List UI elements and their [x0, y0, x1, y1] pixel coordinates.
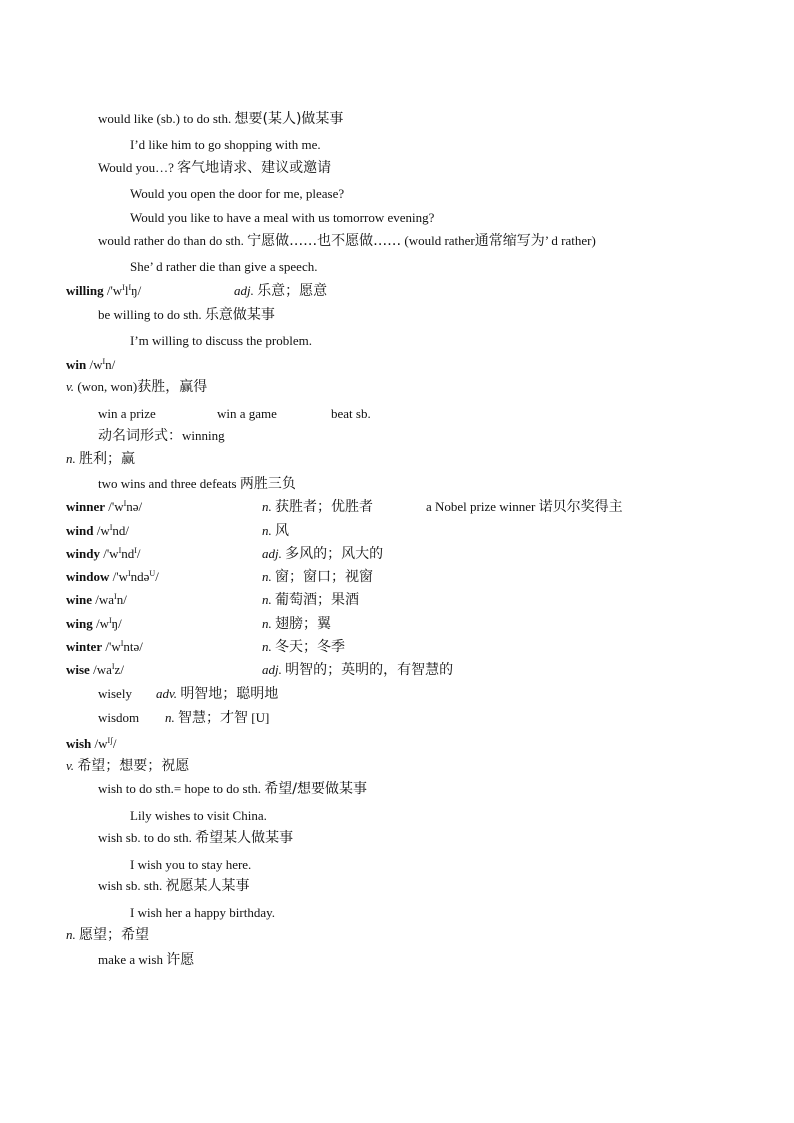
phonetic: $/'w^Ində^U/$: [112, 569, 159, 584]
part-of-speech: adj.: [262, 662, 282, 677]
entry-window: [66, 569, 159, 585]
entry-willing: [66, 283, 141, 299]
entry-definition: [262, 639, 345, 655]
example-text: Would you like to have a meal with us tomorrow evening?: [130, 210, 435, 225]
phrase-line: [98, 476, 296, 492]
phonetic: $/'w^Intə/$: [105, 639, 143, 654]
phrase-text: a Nobel prize winner: [426, 499, 536, 514]
phrase-text: make a wish: [98, 952, 163, 967]
headword: wing: [66, 616, 93, 631]
definition: 多风的；风大的: [285, 546, 384, 562]
entry-definition: [234, 283, 327, 299]
example-line: [130, 137, 321, 153]
example-text: I’m willing to discuss the problem.: [130, 333, 312, 348]
definition: 获胜者；优胜者: [275, 499, 373, 515]
definition: 乐意；愿意: [257, 283, 328, 299]
example-text: Lily wishes to visit China.: [130, 808, 267, 823]
phrase-text: would like (sb.) to do sth.: [98, 111, 232, 126]
derived-line: [165, 710, 269, 726]
phonetic: $/w^In/$: [89, 357, 116, 372]
definition: 明智地；聪明地: [180, 686, 279, 702]
phrase-line: [331, 406, 371, 422]
phrase-line: [98, 307, 275, 323]
example-line: [130, 808, 267, 824]
part-of-speech: v.: [66, 758, 75, 773]
form-label: 动名词形式：: [98, 428, 182, 444]
phrase-line: [98, 878, 250, 894]
example-line: [130, 210, 434, 226]
phrase-meaning: 希望/想要做某事: [264, 781, 367, 797]
part-of-speech: v.: [66, 379, 75, 394]
phrase-text: wish to do sth.= hope to do sth.: [98, 781, 261, 796]
definition: 胜利；赢: [79, 451, 135, 467]
note-meaning: 通常缩写为: [474, 233, 545, 249]
part-of-speech: n.: [66, 927, 76, 942]
headword: windy: [66, 546, 100, 561]
entry-winner: [66, 499, 142, 515]
definition: 明智的；英明的，有智慧的: [285, 662, 454, 678]
example-text: Would you open the door for me, please?: [130, 186, 345, 201]
definition: 窗；窗口；视窗: [275, 569, 373, 585]
phonetic: $/'w^Ind^I/$: [103, 546, 141, 561]
phrase-line: [98, 111, 343, 127]
part-of-speech: n.: [262, 499, 272, 514]
phrase-meaning: 诺贝尔奖得主: [538, 499, 623, 515]
inflection: (won, won): [77, 379, 138, 394]
headword: wind: [66, 523, 94, 538]
sense-line: [66, 379, 207, 395]
entry-wish: [66, 736, 117, 752]
headword: wish: [66, 736, 92, 751]
sense-line: [66, 927, 149, 943]
entry-wind: [66, 523, 129, 539]
part-of-speech: n.: [262, 569, 272, 584]
phrase-meaning: 客气地请求、建议或邀请: [177, 160, 332, 176]
derived-word: wisely: [98, 686, 132, 701]
definition: 希望；想要；祝愿: [77, 758, 190, 774]
entry-definition: [262, 662, 453, 678]
part-of-speech: n.: [165, 710, 175, 725]
headword: win: [66, 357, 87, 372]
phrase-text: Would you…?: [98, 160, 174, 175]
definition: 冬天；冬季: [275, 639, 345, 655]
definition: 获胜，赢得: [137, 379, 208, 395]
phrase-text: two wins and three defeats: [98, 476, 237, 491]
headword: willing: [66, 283, 104, 298]
definition: 翅膀；翼: [275, 616, 331, 632]
phrase-meaning: 乐意做某事: [204, 307, 275, 323]
phrase-text: beat sb.: [331, 406, 371, 421]
phonetic: $/wa^Iz/$: [93, 662, 124, 677]
entry-definition: [262, 592, 359, 608]
phonetic: $/w^Iŋ/$: [95, 616, 122, 631]
definition: 智慧；才智: [178, 710, 248, 726]
example-line: [130, 333, 312, 349]
phrase-meaning: 祝愿某人某事: [165, 878, 250, 894]
form-line: [98, 428, 225, 444]
phonetic: $/w^Ind/$: [96, 523, 130, 538]
part-of-speech: n.: [262, 592, 272, 607]
headword: winner: [66, 499, 105, 514]
phrase-meaning: 两胜三负: [239, 476, 296, 492]
entry-definition: [262, 499, 373, 515]
phrase-line: [98, 781, 367, 797]
example-text: I wish her a happy birthday.: [130, 905, 276, 920]
headword: winter: [66, 639, 103, 654]
definition: 葡萄酒；果酒: [275, 592, 359, 608]
example-line: [130, 259, 317, 275]
note-text: (would rather: [404, 233, 475, 248]
phrase-meaning: 许愿: [166, 952, 195, 968]
entry-wing: [66, 616, 122, 632]
example-line: [130, 905, 275, 921]
sense-line: [66, 758, 189, 774]
phrase-line: [98, 406, 156, 422]
phrase-meaning: 希望某人做某事: [195, 830, 294, 846]
phrase-line: [217, 406, 277, 422]
phrase-line: [98, 233, 596, 249]
derived-line: [98, 710, 139, 726]
phrase-line: [98, 952, 194, 968]
derived-word: wisdom: [98, 710, 140, 725]
phonetic: $/w^{Iʃ}/$: [94, 736, 117, 751]
entry-definition: [262, 616, 331, 632]
phrase-text: wish sb. to do sth.: [98, 830, 192, 845]
entry-wine: [66, 592, 127, 608]
grammar-tag: [U]: [251, 710, 270, 725]
phrase-text: wish sb. sth.: [98, 878, 163, 893]
phonetic: $/'w^Il^Iŋ/$: [106, 283, 142, 298]
entry-definition: [262, 523, 289, 539]
part-of-speech: n.: [262, 639, 272, 654]
phrase-meaning: 想要(某人)做某事: [234, 111, 344, 127]
phrase-line: [98, 160, 331, 176]
entry-definition: [262, 569, 373, 585]
part-of-speech: adj.: [234, 283, 254, 298]
example-text: She’ d rather die than give a speech.: [130, 259, 318, 274]
entry-windy: [66, 546, 141, 562]
phonetic: $/'w^Inə/$: [108, 499, 143, 514]
headword: wise: [66, 662, 90, 677]
derived-line: [98, 686, 132, 702]
phrase-line: [426, 499, 623, 515]
sense-line: [66, 451, 135, 467]
part-of-speech: n.: [262, 616, 272, 631]
example-line: [130, 186, 344, 202]
part-of-speech: adv.: [156, 686, 178, 701]
headword: wine: [66, 592, 92, 607]
entry-definition: [262, 546, 383, 562]
definition: 风: [275, 523, 289, 539]
part-of-speech: n.: [66, 451, 76, 466]
example-text: I wish you to stay here.: [130, 857, 252, 872]
example-line: [130, 857, 251, 873]
phonetic: $/wa^In/$: [95, 592, 127, 607]
definition: 愿望；希望: [79, 927, 149, 943]
phrase-meaning: 宁愿做……也不愿做……: [247, 233, 402, 249]
phrase-line: [98, 830, 293, 846]
entry-winter: [66, 639, 143, 655]
part-of-speech: n.: [262, 523, 272, 538]
phrase-text: win a game: [217, 406, 277, 421]
entry-wise: [66, 662, 124, 678]
example-text: I’d like him to go shopping with me.: [130, 137, 321, 152]
form-text: winning: [182, 428, 225, 443]
headword: window: [66, 569, 110, 584]
part-of-speech: adj.: [262, 546, 282, 561]
phrase-text: would rather do than do sth.: [98, 233, 244, 248]
note-text: ’ d rather): [544, 233, 596, 248]
entry-win: [66, 357, 115, 373]
derived-line: [156, 686, 278, 702]
phrase-text: win a prize: [98, 406, 156, 421]
phrase-text: be willing to do sth.: [98, 307, 202, 322]
